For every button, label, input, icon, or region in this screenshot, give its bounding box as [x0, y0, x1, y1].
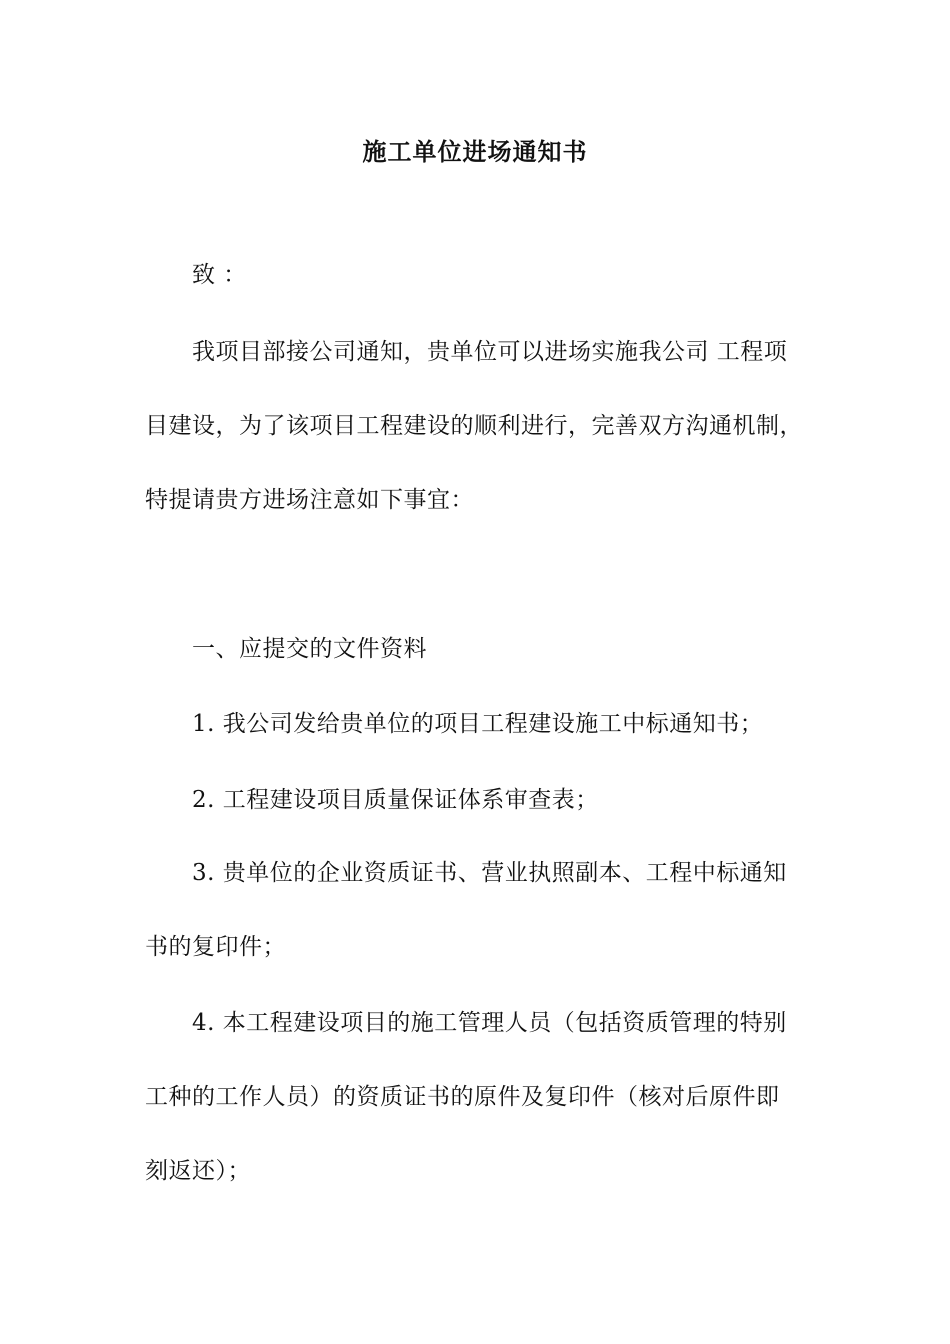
list-item-4-line-2: 工种的工作人员）的资质证书的原件及复印件（核对后原件即: [145, 1084, 780, 1110]
intro-line-3: 特提请贵方进场注意如下事宜：: [145, 487, 474, 513]
list-item-4-line-3: 刻返还）；: [145, 1158, 251, 1184]
list-item-2: 2. 工程建设项目质量保证体系审查表；: [192, 787, 599, 813]
list-item-4-line-1: 4. 本工程建设项目的施工管理人员（包括资质管理的特别: [192, 1010, 787, 1036]
document-title: 施工单位进场通知书: [362, 137, 588, 166]
list-item-3-line-1: 3. 贵单位的企业资质证书、营业执照副本、工程中标通知: [192, 860, 787, 886]
intro-line-2: 目建设，为了该项目工程建设的顺利进行，完善双方沟通机制，: [145, 413, 803, 439]
salutation: 致 ：: [192, 262, 247, 288]
intro-line-1: 我项目部接公司通知，贵单位可以进场实施我公司 工程项: [192, 339, 788, 365]
list-item-1: 1. 我公司发给贵单位的项目工程建设施工中标通知书；: [192, 711, 764, 737]
section-heading: 一、应提交的文件资料: [192, 636, 427, 662]
list-item-3-line-2: 书的复印件；: [145, 934, 286, 960]
